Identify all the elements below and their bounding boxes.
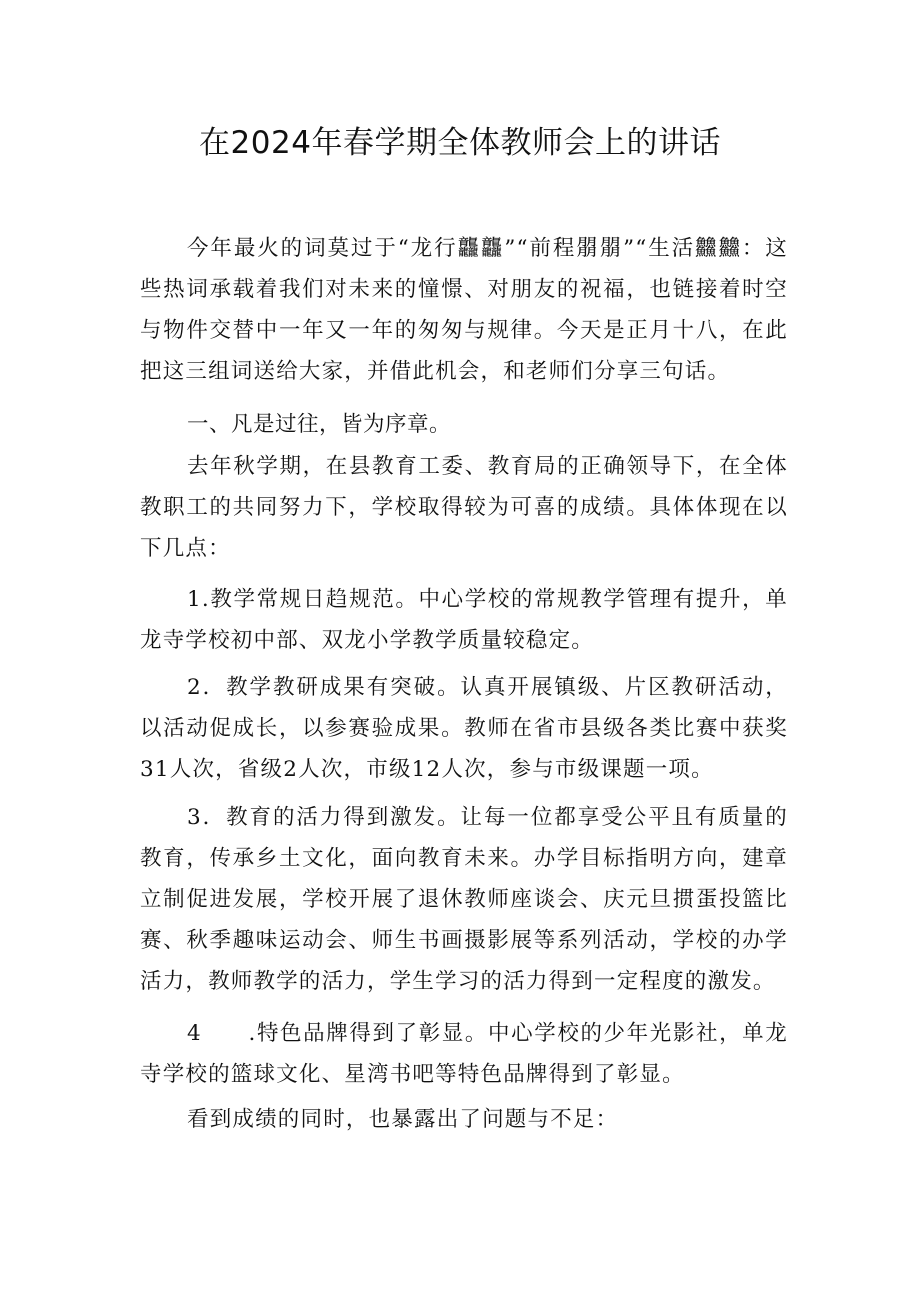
intro-paragraph: 今年最火的词莫过于“龙行龘龘”“前程朤朤”“生活䲜䲜：这些热词承载着我们对未来的憧憬、对朋友的祝福，也链接着时空与物件交替中一年又一年的匆匆与规律。今天是正月十八，在此把这三组词送给大家，并借此机会，和老师们分享三句话。 bbox=[140, 236, 788, 384]
achievement-item-2: 2．教学教研成果有突破。认真开展镇级、片区教研活动，以活动促成长，以参赛验成果。教师在省市县级各类比赛中获奖31人次，省级2人次，市级12人次，参与市级课题一项。 bbox=[140, 675, 788, 782]
achievement-item-1: 1.教学常规日趋规范。中心学校的常规教学管理有提升，单龙寺学校初中部、双龙小学教学质量较稳定。 bbox=[140, 587, 788, 653]
achievement-item-3: 3．教育的活力得到激发。让每一位都享受公平且有质量的教育，传承乡土文化，面向教育未来。办学目标指明方向，建章立制促进发展，学校开展了退休教师座谈会、庆元旦掼蛋投篮比赛、秋季趣味运动会、师生书画摄影展等系列活动，学校的办学活力，教师教学的活力，学生学习的活力得到一定程度的激发。 bbox=[140, 805, 788, 994]
achievements-intro-paragraph: 去年秋学期，在县教育工委、教育局的正确领导下，在全体教职工的共同努力下，学校取得较为可喜的成绩。具体体现在以下几点： bbox=[140, 454, 788, 561]
document-title: 在2024年春学期全体教师会上的讲话 bbox=[199, 125, 721, 161]
achievement-item-4: 4 .特色品牌得到了彰显。中心学校的少年光影社，单龙寺学校的篮球文化、星湾书吧等特色品牌得到了彰显。 bbox=[140, 1021, 788, 1087]
problems-intro-paragraph: 看到成绩的同时，也暴露出了问题与不足： bbox=[187, 1107, 619, 1132]
section-heading-1: 一、凡是过往，皆为序章。 bbox=[187, 412, 452, 437]
